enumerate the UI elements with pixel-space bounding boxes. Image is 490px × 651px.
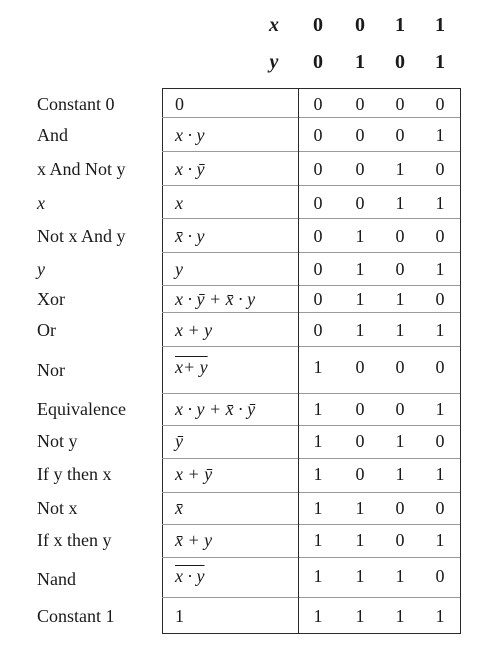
row-separator (299, 557, 460, 558)
output-cell: 1 (435, 193, 445, 213)
output-cell: 0 (435, 357, 445, 377)
function-name: x And Not y (37, 159, 126, 179)
row-separator (299, 346, 460, 347)
output-cell: 0 (395, 226, 405, 246)
function-name: Or (37, 320, 56, 340)
output-cell: 0 (313, 193, 323, 213)
output-cell: 0 (395, 259, 405, 279)
header-y-bit: 0 (395, 51, 405, 73)
output-cell: 1 (355, 498, 365, 518)
row-separator (299, 458, 460, 459)
output-cell: 1 (313, 357, 323, 377)
row-separator (299, 185, 460, 186)
output-cell: 0 (435, 289, 445, 309)
output-cell: 1 (313, 530, 323, 550)
function-name: Xor (37, 289, 65, 309)
row-separator (162, 597, 298, 598)
function-name: If y then x (37, 464, 112, 484)
output-cell: 0 (355, 125, 365, 145)
output-cell: 0 (435, 226, 445, 246)
output-cell: 1 (313, 606, 323, 626)
output-cell: 1 (313, 399, 323, 419)
function-name: If x then y (37, 530, 112, 550)
row-separator (162, 346, 298, 347)
output-cell: 1 (395, 193, 405, 213)
function-name: And (37, 125, 68, 145)
function-name: Equivalence (37, 399, 126, 419)
function-name: Nor (37, 360, 65, 380)
output-cell: 0 (355, 94, 365, 114)
output-cell: 1 (355, 606, 365, 626)
output-cell: 0 (355, 431, 365, 451)
row-separator (299, 393, 460, 394)
row-separator (299, 597, 460, 598)
output-cell: 0 (313, 159, 323, 179)
output-cell: 0 (435, 94, 445, 114)
function-name: Constant 0 (37, 94, 115, 114)
output-cell: 0 (313, 259, 323, 279)
function-expression: 1 (175, 606, 184, 626)
row-separator (162, 218, 298, 219)
function-expression: x · y (175, 566, 205, 586)
function-name: Not x (37, 498, 78, 518)
header-x-bit: 1 (395, 14, 405, 36)
output-cell: 1 (435, 530, 445, 550)
output-cell: 0 (395, 498, 405, 518)
row-separator (162, 425, 298, 426)
function-name: Nand (37, 569, 76, 589)
output-cell: 1 (395, 159, 405, 179)
output-cell: 0 (435, 159, 445, 179)
row-separator (162, 458, 298, 459)
output-cell: 1 (395, 320, 405, 340)
output-cell: 0 (313, 289, 323, 309)
row-separator (299, 492, 460, 493)
function-expression: x + y (175, 320, 213, 340)
output-cell: 0 (395, 125, 405, 145)
row-separator (162, 285, 298, 286)
function-expression: x̄ · y (175, 226, 205, 246)
row-separator (162, 524, 298, 525)
output-cell: 1 (313, 431, 323, 451)
header-x-bit: 1 (435, 14, 445, 36)
row-separator (162, 557, 298, 558)
output-cell: 1 (435, 606, 445, 626)
row-separator (299, 285, 460, 286)
row-separator (299, 252, 460, 253)
header-x-bit: 0 (313, 14, 323, 36)
output-cell: 0 (395, 94, 405, 114)
header-y-bit: 0 (313, 51, 323, 73)
function-expression: x (175, 193, 183, 213)
output-cell: 0 (435, 431, 445, 451)
header-row-x (0, 14, 490, 44)
row-separator (162, 312, 298, 313)
function-name: y (37, 259, 45, 279)
header-y-bit: 1 (435, 51, 445, 73)
output-cell: 1 (355, 566, 365, 586)
header-x-bit: 0 (355, 14, 365, 36)
function-expression: x̄ (175, 498, 183, 518)
column-divider (298, 88, 299, 634)
output-cell: 1 (313, 498, 323, 518)
row-separator (299, 151, 460, 152)
row-separator (162, 185, 298, 186)
function-expression: 0 (175, 94, 184, 114)
output-cell: 0 (313, 320, 323, 340)
output-cell: 0 (355, 193, 365, 213)
output-cell: 0 (313, 94, 323, 114)
output-cell: 1 (355, 320, 365, 340)
function-name: Not y (37, 431, 78, 451)
row-separator (299, 312, 460, 313)
function-name: Not x And y (37, 226, 126, 246)
function-expression: x + ȳ (175, 464, 213, 484)
output-cell: 1 (355, 289, 365, 309)
output-cell: 0 (313, 226, 323, 246)
function-expression: x̄ + y (175, 530, 213, 550)
header-x-label: x (269, 14, 279, 36)
output-cell: 0 (313, 125, 323, 145)
function-expression: x · ȳ (175, 159, 205, 179)
function-expression: y (175, 259, 183, 279)
row-separator (162, 393, 298, 394)
output-cell: 1 (435, 125, 445, 145)
output-cell: 0 (435, 498, 445, 518)
output-cell: 1 (313, 566, 323, 586)
header-row-y (0, 51, 490, 81)
output-cell: 1 (395, 464, 405, 484)
output-cell: 1 (355, 259, 365, 279)
function-expression: x+ y (175, 357, 208, 377)
output-cell: 1 (355, 226, 365, 246)
output-cell: 0 (395, 530, 405, 550)
function-name: Constant 1 (37, 606, 115, 626)
row-separator (299, 425, 460, 426)
row-separator (162, 117, 298, 118)
output-cell: 0 (435, 566, 445, 586)
row-separator (162, 252, 298, 253)
output-cell: 0 (355, 159, 365, 179)
output-cell: 1 (395, 431, 405, 451)
row-separator (162, 492, 298, 493)
output-cell: 1 (395, 289, 405, 309)
output-cell: 1 (435, 464, 445, 484)
output-cell: 1 (395, 566, 405, 586)
output-cell: 0 (395, 357, 405, 377)
function-expression: x · y + x̄ · ȳ (175, 399, 256, 419)
output-cell: 0 (395, 399, 405, 419)
row-separator (299, 117, 460, 118)
output-cell: 1 (435, 259, 445, 279)
row-separator (299, 524, 460, 525)
function-expression: x · y (175, 125, 205, 145)
output-cell: 1 (395, 606, 405, 626)
header-y-bit: 1 (355, 51, 365, 73)
output-cell: 0 (355, 464, 365, 484)
output-cell: 1 (435, 399, 445, 419)
output-cell: 0 (355, 357, 365, 377)
output-cell: 0 (355, 399, 365, 419)
output-cell: 1 (313, 464, 323, 484)
output-cell: 1 (435, 320, 445, 340)
header-y-label: y (269, 51, 279, 73)
function-expression: x · ȳ + x̄ · y (175, 289, 256, 309)
row-separator (299, 218, 460, 219)
row-separator (162, 151, 298, 152)
function-name: x (37, 193, 45, 213)
output-cell: 1 (355, 530, 365, 550)
function-expression: ȳ (175, 431, 183, 451)
